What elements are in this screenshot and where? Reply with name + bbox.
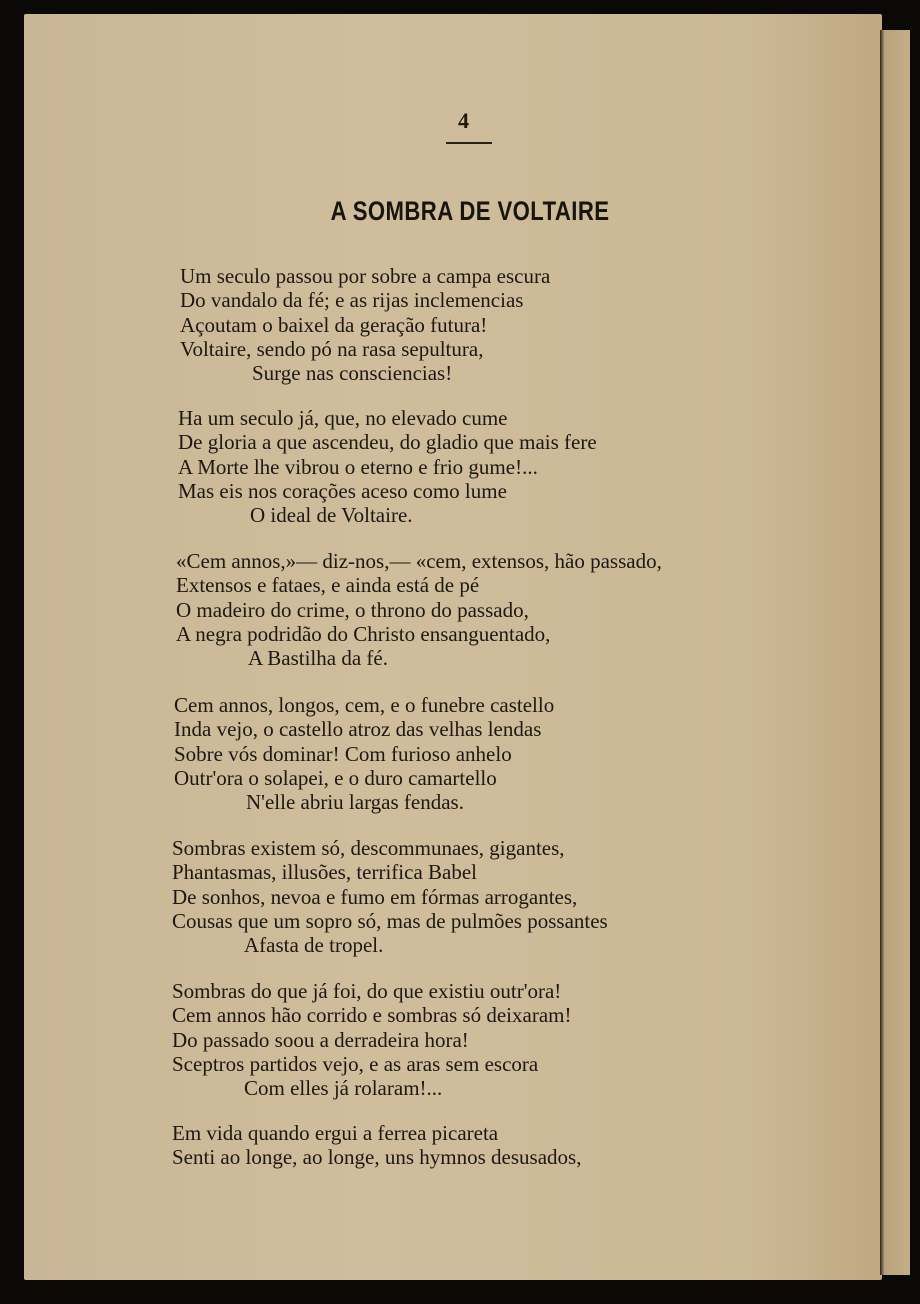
verse-line: Cem annos hão corrido e sombras só deixaram! [172,1003,572,1028]
verse-line: Voltaire, sendo pó na rasa sepultura, [180,336,484,361]
verse-line: Ha um seculo já, que, no elevado cume [178,406,508,430]
verse-line: Cem annos, longos, cem, e o funebre castello [174,693,555,717]
verse-line: Sceptros partidos vejo, e as aras sem escora [172,1051,539,1076]
verse-line: A Bastilha da fé. [248,646,388,671]
page-number: 4 [458,108,469,133]
verse-line: Outr'ora o solapei, e o duro camartello [174,765,497,790]
stanza [178,406,597,527]
next-page-edge [880,30,910,1275]
verse-line: Sombras do que já foi, do que existiu outr'ora! [172,979,562,1003]
verse-line: A negra podridão do Christo ensanguentado, [176,621,551,646]
verse-line: Extensos e fataes, e ainda está de pé [176,573,480,598]
stanza [176,549,662,670]
verse-line: O madeiro do crime, o throno do passado, [176,597,529,622]
page-number-rule [446,142,492,144]
verse-line: Senti ao longe, ao longe, uns hymnos desusados, [172,1145,582,1170]
verse-line: De sonhos, nevoa e fumo em fórmas arrogantes, [172,884,578,909]
verse-line: Sobre vós dominar! Com furioso anhelo [174,741,512,766]
verse-line: Em vida quando ergui a ferrea picareta [172,1121,499,1145]
verse-line: De gloria a que ascendeu, do gladio que mais fere [178,430,597,455]
verse-line: Phantasmas, illusões, terrifica Babel [172,860,478,885]
verse-line: N'elle abriu largas fendas. [246,790,464,815]
stanza [172,836,608,957]
stanza [174,693,554,814]
verse-line: Sombras existem só, descommunaes, gigantes, [172,836,565,860]
verse-line: Inda vejo, o castello atroz das velhas lendas [174,717,542,742]
verse-line: Mas eis nos corações aceso como lume [178,478,507,503]
verse-line: «Cem annos,»— diz-nos,— «cem, extensos, hão passado, [176,549,662,573]
verse-line: Um seculo passou por sobre a campa escura [180,264,551,288]
stanza [172,979,571,1100]
verse-line: Surge nas consciencias! [252,361,453,386]
poem-title: A SOMBRA DE VOLTAIRE [330,196,610,226]
verse-line: Com elles já rolaram!... [244,1076,443,1101]
verse-line: Afasta de tropel. [244,933,384,958]
verse-line: Cousas que um sopro só, mas de pulmões possantes [172,908,608,933]
stanza [172,1121,581,1170]
verse-line: Do vandalo da fé; e as rijas inclemencias [180,288,524,313]
stanza [180,264,550,385]
verse-line: O ideal de Voltaire. [250,503,413,528]
verse-line: Do passado soou a derradeira hora! [172,1027,469,1052]
verse-line: A Morte lhe vibrou o eterno e frio gume!... [178,454,538,479]
verse-line: Açoutam o baixel da geração futura! [180,312,488,337]
